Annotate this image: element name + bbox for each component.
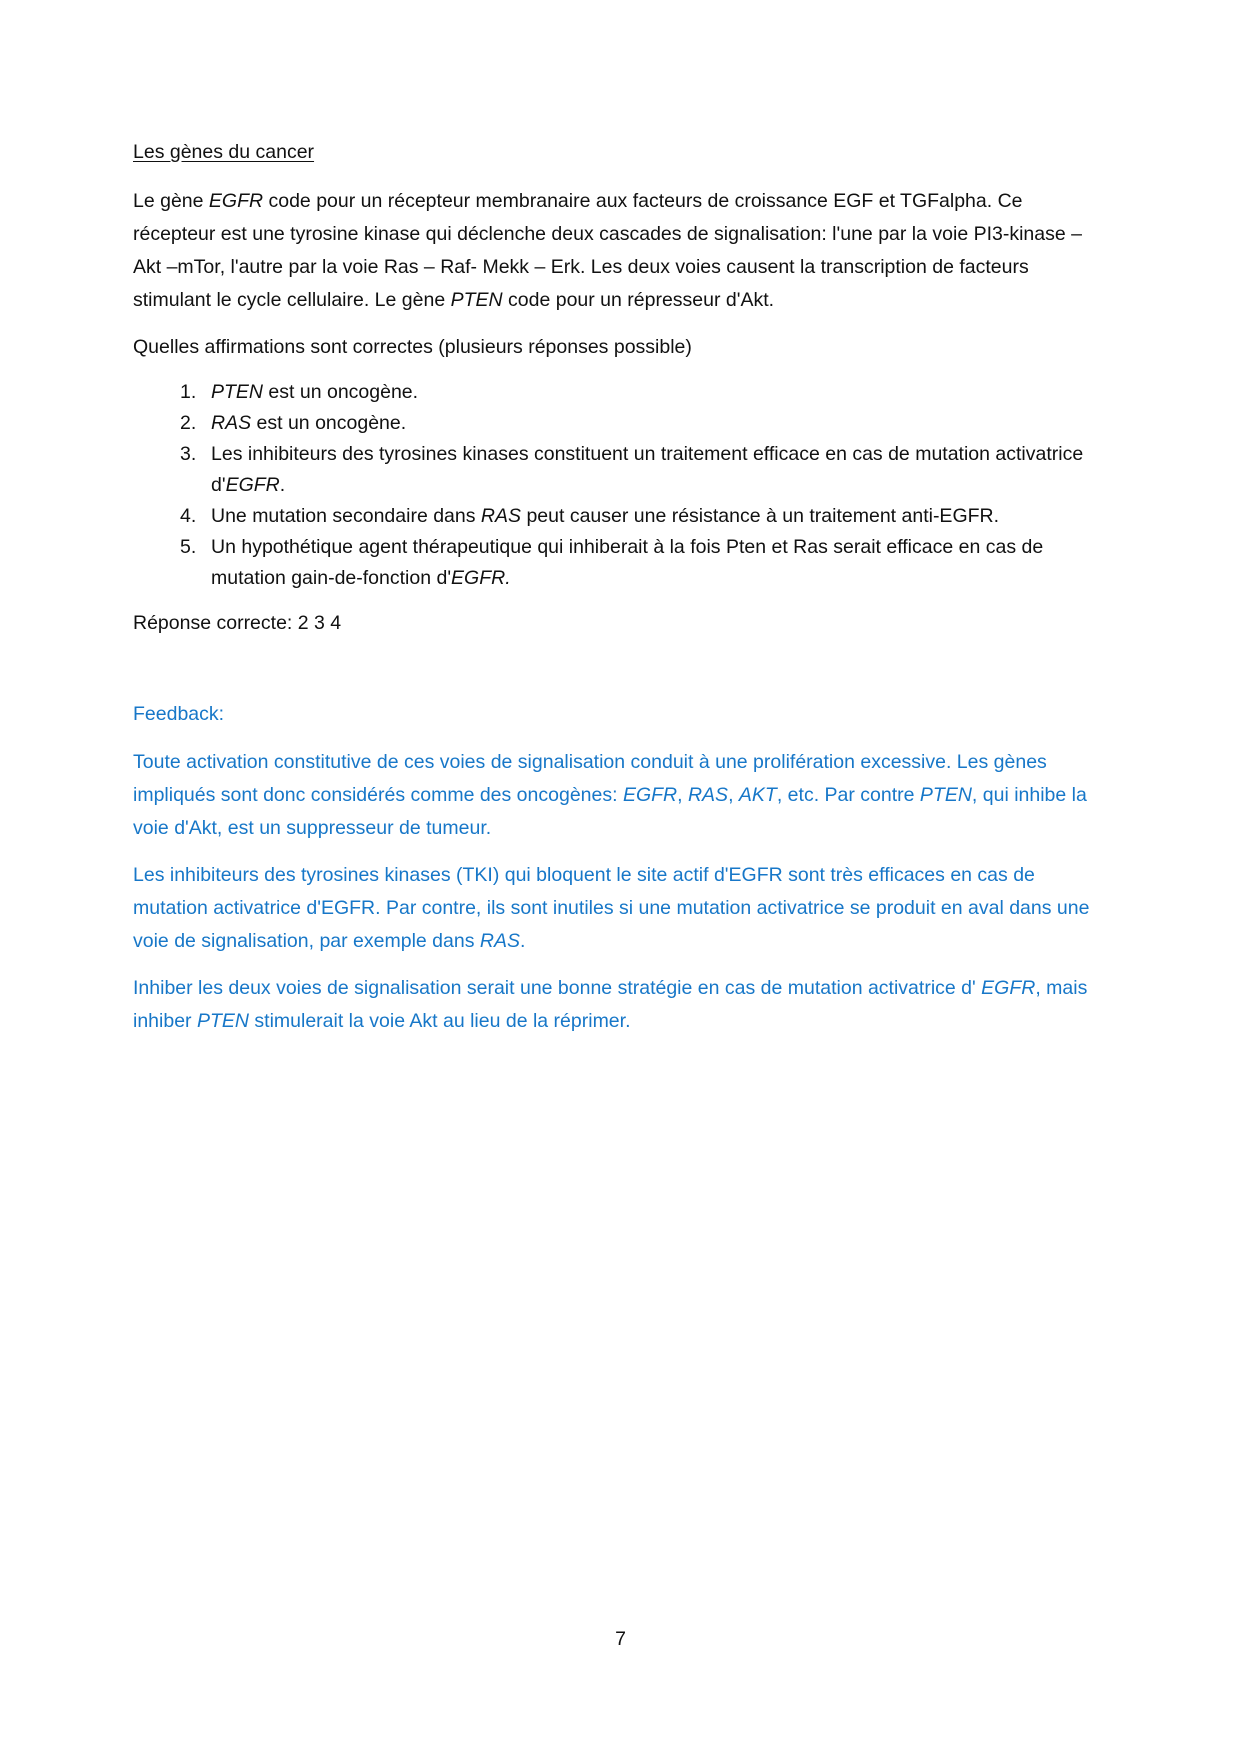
- option-number: 3.: [180, 443, 197, 465]
- document-content: [133, 136, 1110, 1038]
- option-number: 4.: [180, 505, 197, 527]
- intro-paragraph: Le gène EGFR code pour un récepteur membranaire aux facteurs de croissance EGF et TGFalpha. Ce récepteur est une tyrosine kinase qui déclenche deux cascades de signalisation: l'une par la voie PI3-kinase – Akt –mTor, l'autre par la voie Ras – Raf- Mekk – Erk. Les deux voies causent la transcription de facteurs stimulant le cycle cellulaire. Le gène PTEN code pour un répresseur d'Akt.: [133, 190, 1082, 311]
- answer-option: [180, 408, 1110, 439]
- feedback-paragraph: Les inhibiteurs des tyrosines kinases (TKI) qui bloquent le site actif d'EGFR sont très efficaces en cas de mutation activatrice d'EGFR. Par contre, ils sont inutiles si une mutation activatrice se produit en aval dans une voie de signalisation, par exemple dans RAS.: [133, 864, 1090, 952]
- feedback-heading: Feedback:: [133, 703, 225, 725]
- option-text: Une mutation secondaire dans RAS peut causer une résistance à un traitement anti-EGFR.: [211, 505, 1000, 527]
- question-text: Quelles affirmations sont correctes (plusieurs réponses possible): [133, 336, 692, 358]
- correct-answer: Réponse correcte: 2 3 4: [133, 612, 342, 634]
- feedback-paragraph: Toute activation constitutive de ces voies de signalisation conduit à une prolifération excessive. Les gènes impliqués sont donc considérés comme des oncogènes: EGFR, RAS, AKT, etc. Par contre PTEN, qui inhibe la voie d'Akt, est un suppresseur de tumeur.: [133, 751, 1087, 839]
- feedback-section: [133, 698, 1110, 1038]
- answer-option: [180, 439, 1110, 501]
- answer-option: [180, 532, 1110, 594]
- option-number: 1.: [180, 381, 197, 403]
- option-text: Un hypothétique agent thérapeutique qui inhiberait à la fois Pten et Ras serait efficace en cas de mutation gain-de-fonction d'EGFR.: [211, 536, 1044, 589]
- answer-option: [180, 501, 1110, 532]
- answer-options-list: [133, 377, 1110, 594]
- answer-option: [180, 377, 1110, 408]
- document-title: Les gènes du cancer: [133, 141, 315, 163]
- option-text: Les inhibiteurs des tyrosines kinases constituent un traitement efficace en cas de mutation activatrice d'EGFR.: [211, 443, 1084, 496]
- option-number: 2.: [180, 412, 197, 434]
- page-number: 7: [615, 1628, 626, 1650]
- option-number: 5.: [180, 536, 197, 558]
- feedback-paragraph: Inhiber les deux voies de signalisation serait une bonne stratégie en cas de mutation activatrice d' EGFR, mais inhiber PTEN stimulerait la voie Akt au lieu de la réprimer.: [133, 977, 1088, 1032]
- option-text: PTEN est un oncogène.: [211, 381, 419, 403]
- option-text: RAS est un oncogène.: [211, 412, 407, 434]
